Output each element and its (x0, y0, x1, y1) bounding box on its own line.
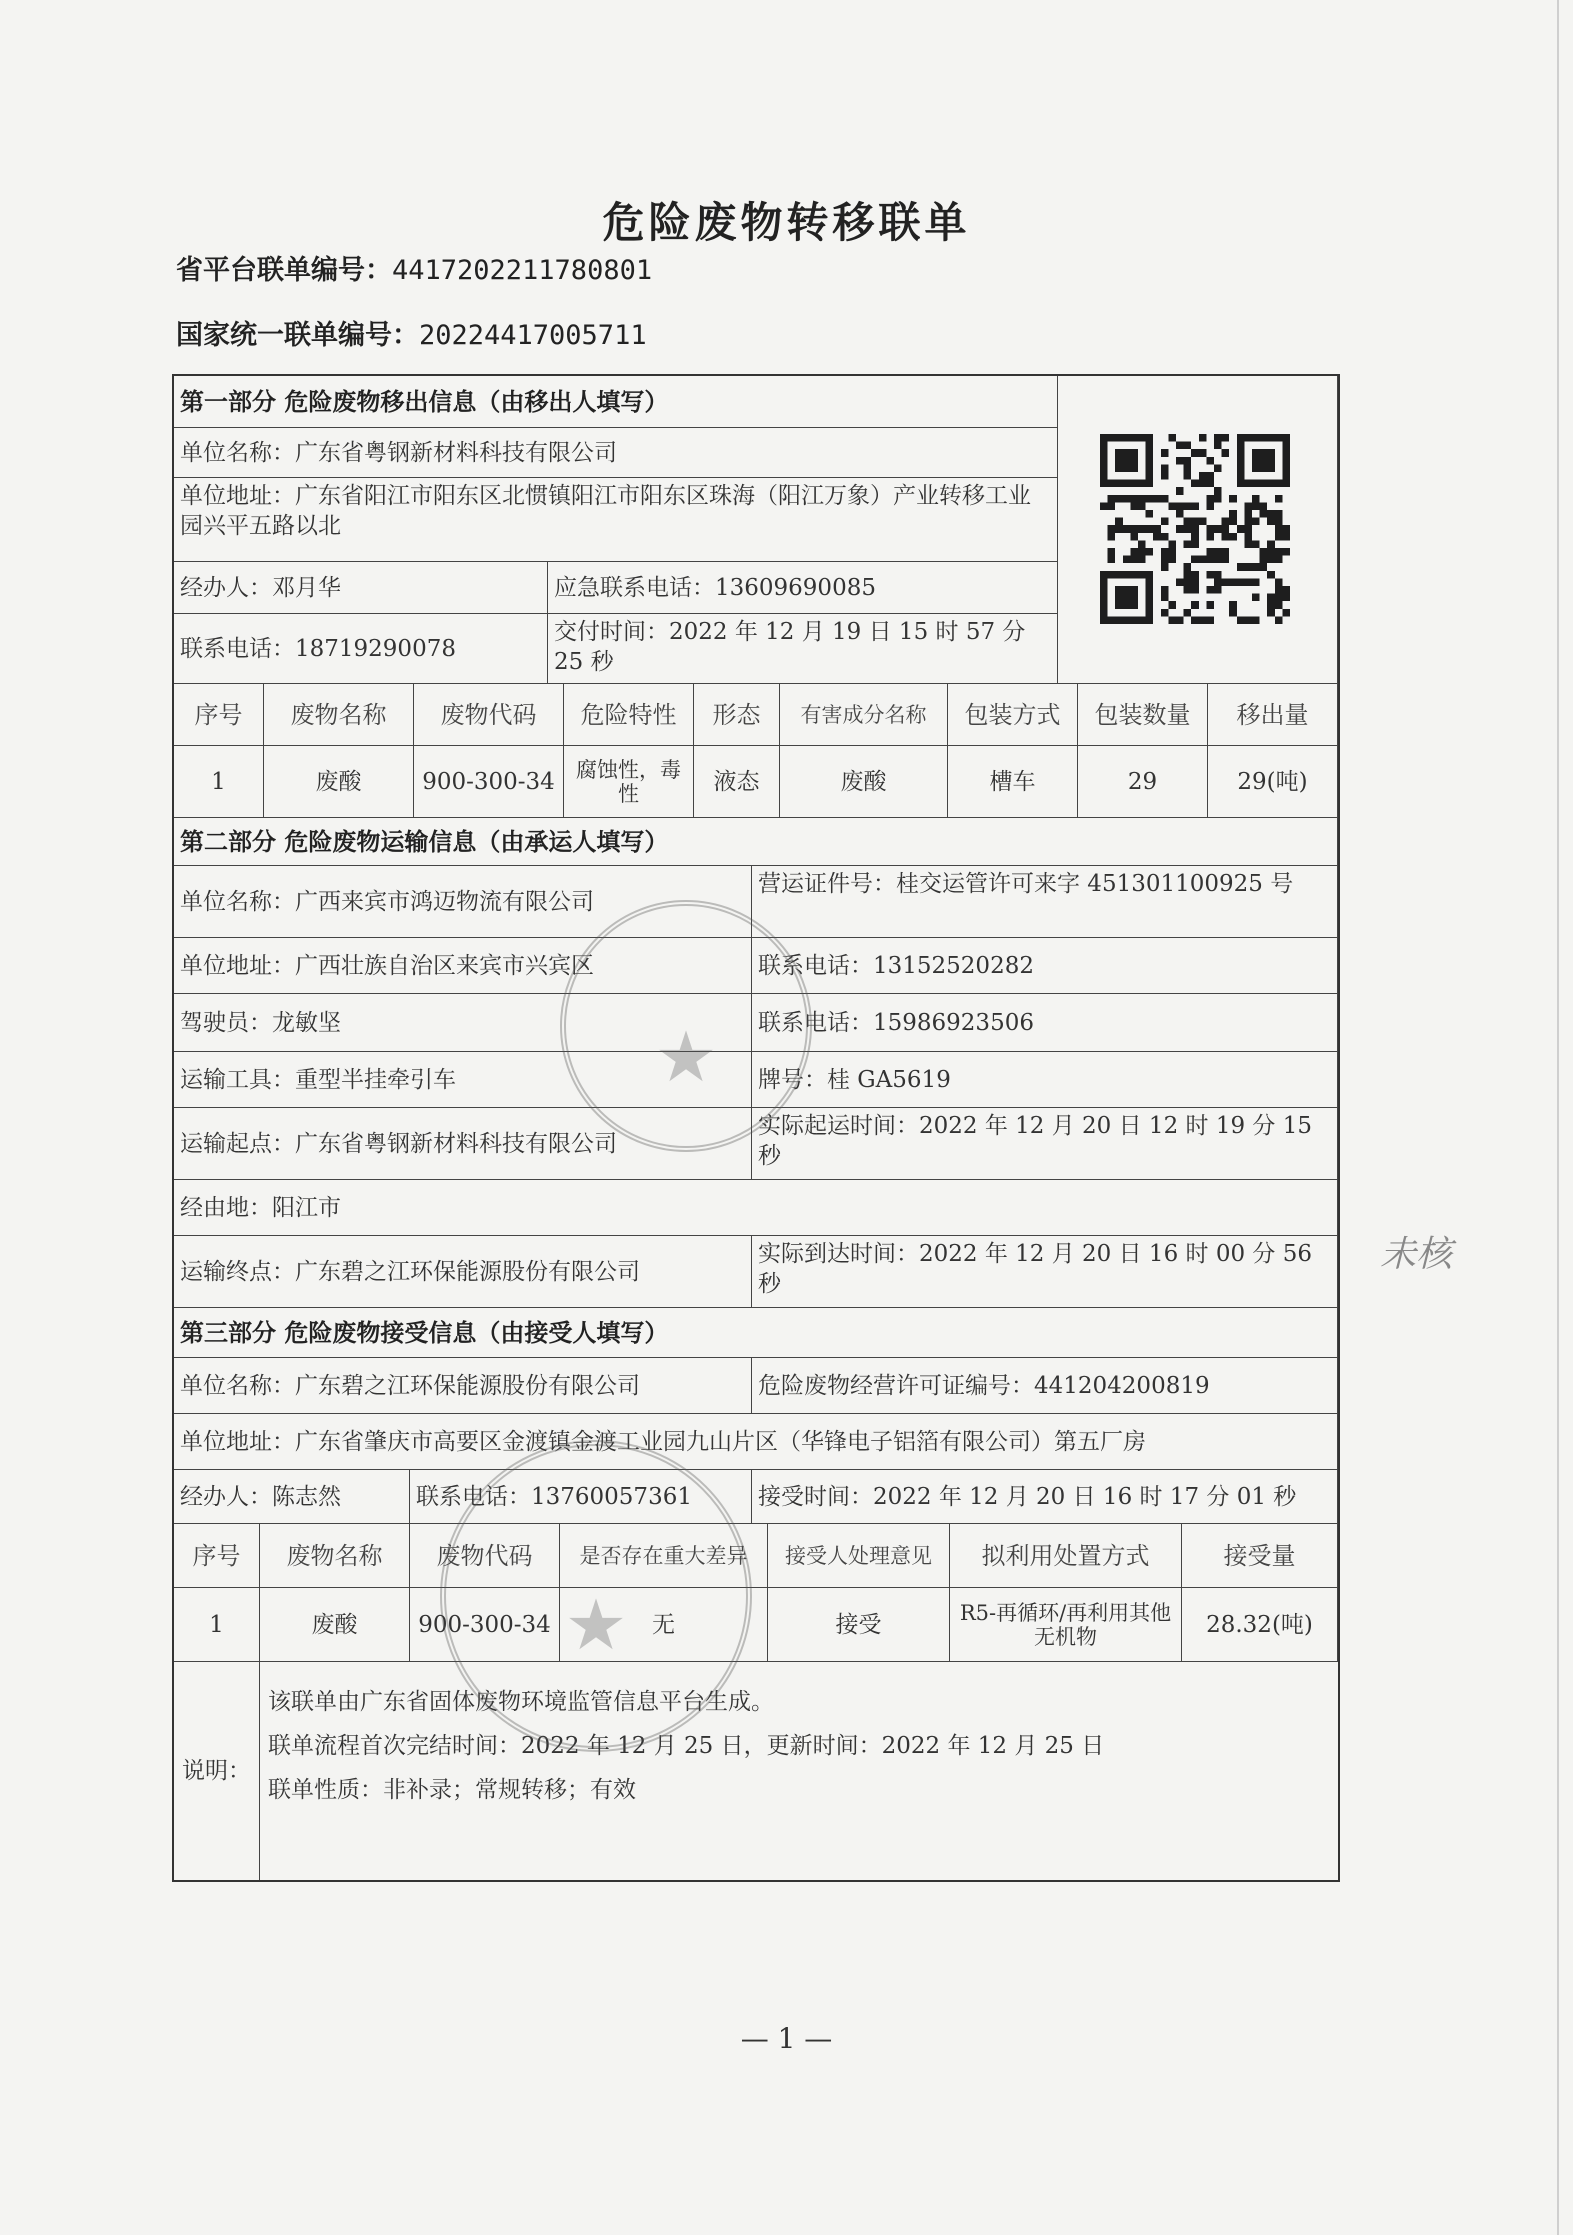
part2-driver: 驾驶员：龙敏坚 (174, 994, 752, 1052)
p1-col-packing: 包装方式 (948, 684, 1078, 746)
notes-line-2: 联单流程首次完结时间：2022 年 12 月 25 日，更新时间：2022 年 12 月 25 日 (268, 1733, 1105, 1759)
p3-cell-difference: 无 (560, 1588, 768, 1662)
part2-unit-name: 单位名称：广西来宾市鸿迈物流有限公司 (174, 866, 752, 938)
page-number: — 1 — (740, 2022, 833, 2055)
p3-col-index: 序号 (174, 1524, 260, 1588)
p1-cell-index: 1 (174, 746, 264, 818)
notes-label: 说明： (174, 1662, 260, 1880)
p1-cell-name: 废酸 (264, 746, 414, 818)
part2-title: 第二部分 危险废物运输信息（由承运人填写） (174, 818, 1338, 866)
p3-cell-name: 废酸 (260, 1588, 410, 1662)
carrier-seal-stamp: ★ (560, 900, 812, 1152)
p3-cell-amount: 28.32(吨) (1182, 1588, 1338, 1662)
p3-col-amount: 接受量 (1182, 1524, 1338, 1588)
p1-cell-harmful: 废酸 (780, 746, 948, 818)
p3-col-difference: 是否存在重大差异 (560, 1524, 768, 1588)
notes-body (260, 1662, 1338, 1880)
part3-contact-phone: 联系电话：13760057361 (410, 1470, 752, 1524)
p3-col-name: 废物名称 (260, 1524, 410, 1588)
p1-col-name: 废物名称 (264, 684, 414, 746)
part2-contact-phone: 联系电话：13152520282 (752, 938, 1338, 994)
part2-arrive-time: 实际到达时间：2022 年 12 月 20 日 16 时 00 分 56 秒 (752, 1236, 1338, 1308)
p1-col-index: 序号 (174, 684, 264, 746)
qr-code (1100, 434, 1290, 624)
part3-license: 危险废物经营许可证编号：441204200819 (752, 1358, 1338, 1414)
p1-col-code: 废物代码 (414, 684, 564, 746)
p3-cell-method: R5-再循环/再利用其他无机物 (950, 1588, 1182, 1662)
part2-driver-phone: 联系电话：15986923506 (752, 994, 1338, 1052)
part2-permit: 营运证件号：桂交运管许可来字 451301100925 号 (752, 866, 1338, 938)
part3-unit-address: 单位地址：广东省肇庆市高要区金渡镇金渡工业园九山片区（华锋电子铝箔有限公司）第五厂房 (174, 1414, 1338, 1470)
p1-col-hazard: 危险特性 (564, 684, 694, 746)
p1-cell-code: 900-300-34 (414, 746, 564, 818)
p1-col-form: 形态 (694, 684, 780, 746)
part3-receive-time: 接受时间：2022 年 12 月 20 日 16 时 17 分 01 秒 (752, 1470, 1338, 1524)
p1-cell-form: 液态 (694, 746, 780, 818)
handwritten-note: 未核 (1380, 1234, 1453, 1275)
part1-handover-time: 交付时间：2022 年 12 月 19 日 15 时 57 分 25 秒 (548, 614, 1058, 684)
p1-col-quantity: 包装数量 (1078, 684, 1208, 746)
national-number: 国家统一联单编号：20224417005711 (176, 320, 647, 351)
part3-unit-name: 单位名称：广东碧之江环保能源股份有限公司 (174, 1358, 752, 1414)
part1-unit-address: 单位地址：广东省阳江市阳东区北惯镇阳江市阳东区珠海（阳江万象）产业转移工业园兴平五路以北 (174, 478, 1058, 562)
part3-handler: 经办人：陈志然 (174, 1470, 410, 1524)
part2-plate: 牌号：桂 GA5619 (752, 1052, 1338, 1108)
part2-origin: 运输起点：广东省粤钢新材料科技有限公司 (174, 1108, 752, 1180)
part2-via: 经由地：阳江市 (174, 1180, 1338, 1236)
page-edge (1557, 0, 1559, 2235)
part2-vehicle: 运输工具：重型半挂牵引车 (174, 1052, 752, 1108)
part2-depart-time: 实际起运时间：2022 年 12 月 20 日 12 时 19 分 15 秒 (752, 1108, 1338, 1180)
p3-col-code: 废物代码 (410, 1524, 560, 1588)
p1-cell-amount: 29(吨) (1208, 746, 1338, 818)
part1-emergency-phone: 应急联系电话：13609690085 (548, 562, 1058, 614)
document-title: 危险废物转移联单 (602, 198, 971, 247)
part3-title: 第三部分 危险废物接受信息（由接受人填写） (174, 1308, 1338, 1358)
p3-col-opinion: 接受人处理意见 (768, 1524, 950, 1588)
p1-cell-quantity: 29 (1078, 746, 1208, 818)
p1-cell-packing: 槽车 (948, 746, 1078, 818)
part2-destination: 运输终点：广东碧之江环保能源股份有限公司 (174, 1236, 752, 1308)
part1-unit-name: 单位名称：广东省粤钢新材料科技有限公司 (174, 428, 1058, 478)
p1-cell-hazard: 腐蚀性，毒性 (564, 746, 694, 818)
notes-line-1: 该联单由广东省固体废物环境监管信息平台生成。 (268, 1689, 774, 1715)
p3-cell-index: 1 (174, 1588, 260, 1662)
part1-title: 第一部分 危险废物移出信息（由移出人填写） (174, 376, 1058, 428)
p3-cell-opinion: 接受 (768, 1588, 950, 1662)
notes-line-3: 联单性质：非补录；常规转移；有效 (268, 1777, 636, 1803)
part1-contact-phone: 联系电话：18719290078 (174, 614, 548, 684)
p1-col-harmful: 有害成分名称 (780, 684, 948, 746)
p3-cell-code: 900-300-34 (410, 1588, 560, 1662)
part1-handler: 经办人：邓月华 (174, 562, 548, 614)
p1-col-amount: 移出量 (1208, 684, 1338, 746)
p3-col-method: 拟利用处置方式 (950, 1524, 1182, 1588)
provincial-number: 省平台联单编号：4417202211780801 (176, 255, 653, 286)
part2-unit-address: 单位地址：广西壮族自治区来宾市兴宾区 (174, 938, 752, 994)
receiver-seal-stamp: ★ (440, 1440, 752, 1752)
